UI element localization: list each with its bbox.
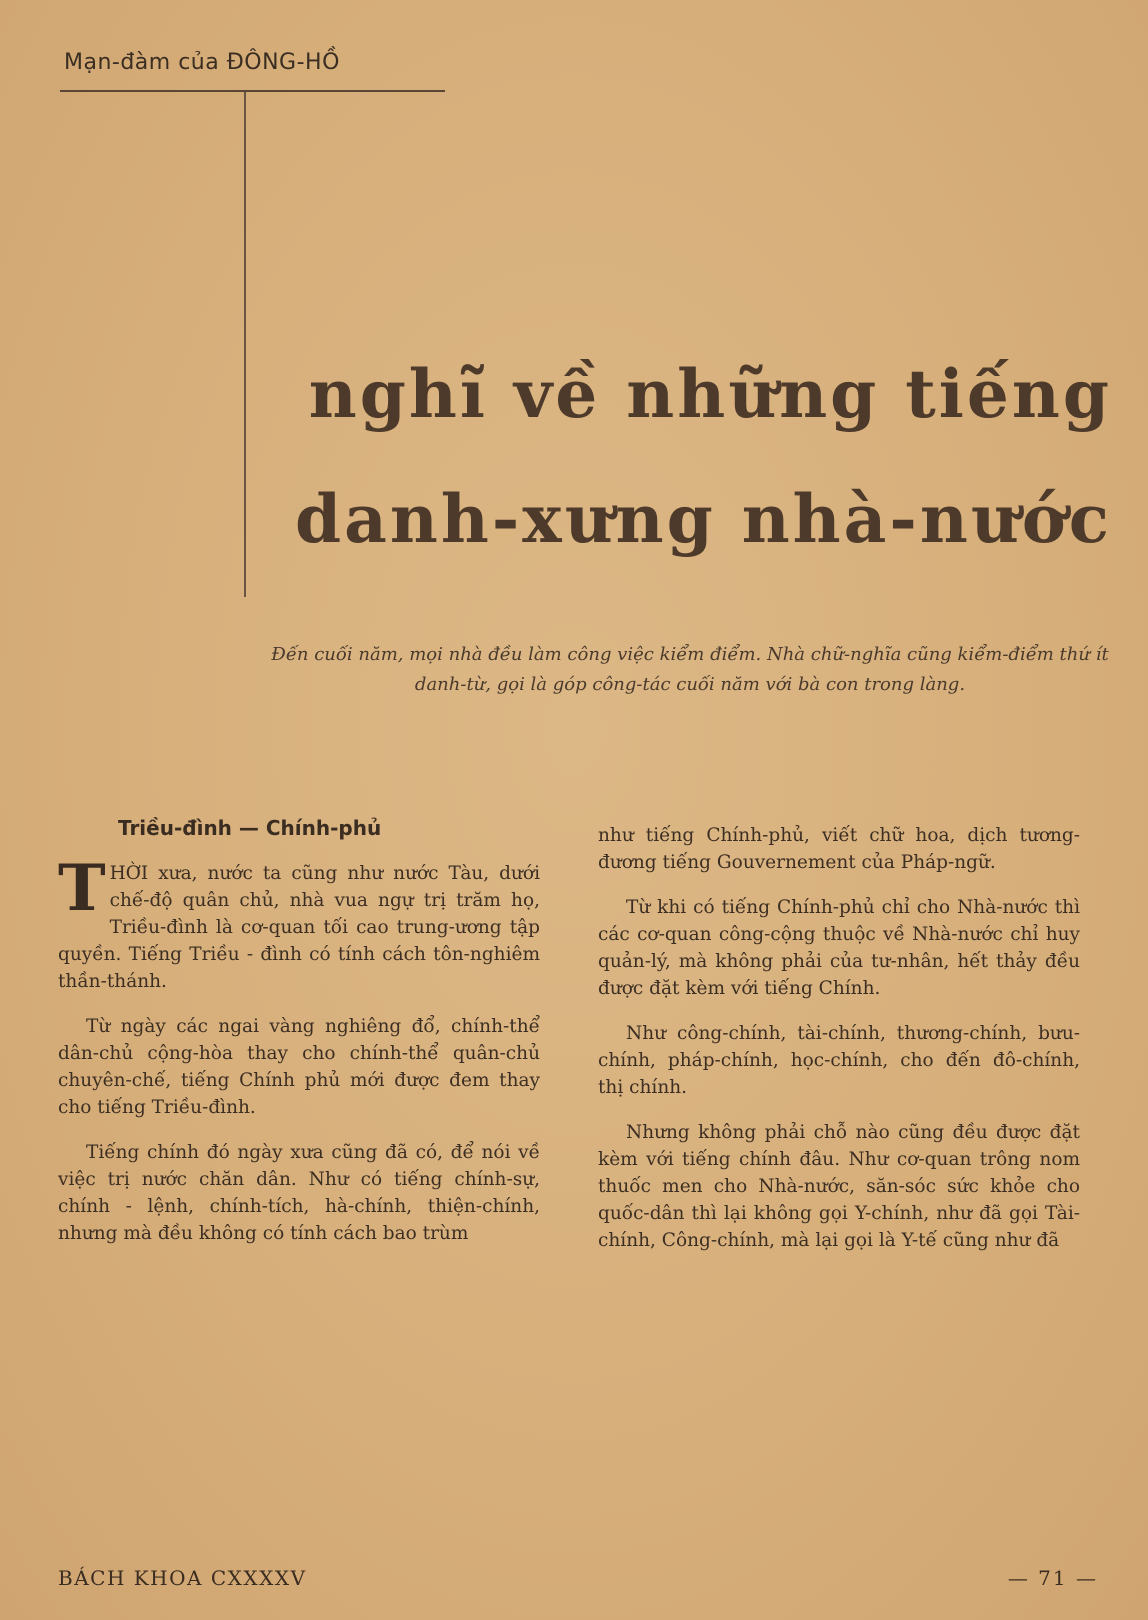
article-title-line-2: danh-xưng nhà-nước (294, 480, 1112, 558)
article-lede: Đến cuối năm, mọi nhà đều làm công việc kiểm điểm. Nhà chữ-nghĩa cũng kiểm-điểm thứ ít danh-từ, gọi là góp công-tác cuối năm với bà con trong làng. (271, 644, 1109, 695)
right-column (598, 822, 1080, 1272)
drop-cap: T (58, 851, 106, 926)
kicker-underline (60, 90, 445, 92)
paragraph: Từ ngày các ngai vàng nghiêng đổ, chính-thể dân-chủ cộng-hòa thay cho chính-thể quân-chủ chuyên-chế, tiếng Chính phủ mới được đem thay cho tiếng Triều-đình. (58, 1016, 540, 1118)
left-column (58, 815, 540, 1265)
paragraph-text: HỜI xưa, nước ta cũng như nước Tàu, dưới chế-độ quân chủ, nhà vua ngự trị trăm họ, Triều-đình là cơ-quan tối cao trung-ương tập quyền. Tiếng Triều - đình có tính cách tôn-nghiêm thần-thánh. (58, 863, 540, 992)
column-kicker: Mạn-đàm của ĐÔNG-HỒ (64, 50, 340, 75)
paragraph: Như công-chính, tài-chính, thương-chính, bưu-chính, pháp-chính, học-chính, cho đến đô-chính, thị chính. (598, 1023, 1080, 1098)
paragraph: Từ khi có tiếng Chính-phủ chỉ cho Nhà-nước thì các cơ-quan công-cộng thuộc về Nhà-nước chỉ huy quản-lý, mà không phải của tư-nhân, hết thảy đều được đặt kèm với tiếng Chính. (598, 897, 1080, 999)
paragraph: Tiếng chính đó ngày xưa cũng đã có, để nói về việc trị nước chăn dân. Như có tiếng chính-sự, chính - lệnh, chính-tích, hà-chính, thiện-chính, nhưng mà đều không có tính cách bao trùm (58, 1142, 540, 1244)
vertical-rule (244, 92, 246, 597)
paragraph: như tiếng Chính-phủ, viết chữ hoa, dịch tương-đương tiếng Gouvernement của Pháp-ngữ. (598, 825, 1080, 873)
paragraph (58, 851, 540, 995)
section-subhead: Triều-đình — Chính-phủ (118, 816, 382, 840)
paragraph: Nhưng không phải chỗ nào cũng đều được đặt kèm với tiếng chính đâu. Như cơ-quan trông nom thuốc men cho Nhà-nước, săn-sóc sức khỏe cho quốc-dân thì lại không gọi Y-chính, như đã gọi Tài-chính, Công-chính, mà lại gọi là Y-tế cũng như đã (598, 1122, 1080, 1251)
page-number: — 71 — (1007, 1566, 1098, 1590)
magazine-name: BÁCH KHOA CXXXXV (58, 1566, 307, 1590)
article-title-line-1: nghĩ về những tiếng (308, 355, 1112, 433)
